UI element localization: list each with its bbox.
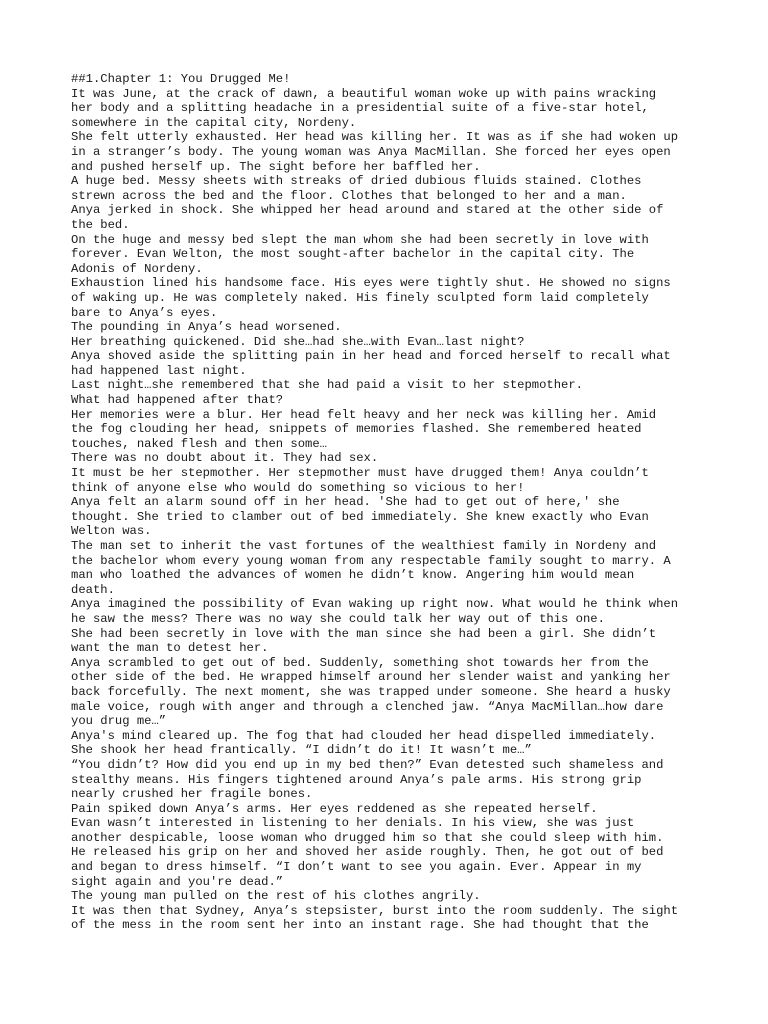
- text-line: It was June, at the crack of dawn, a beautiful woman woke up with pains wracking: [71, 86, 657, 101]
- text-line: man who loathed the advances of women he didn’t know. Angering him would mean: [71, 568, 635, 583]
- text-line: Her breathing quickened. Did she…had she…with Evan…last night?: [71, 334, 525, 349]
- text-line: Exhaustion lined his handsome face. His eyes were tightly shut. He showed no signs: [71, 276, 671, 291]
- document-page: [71, 72, 711, 933]
- text-line: and pushed herself up. The sight before her baffled her.: [71, 159, 481, 174]
- text-line: somewhere in the capital city, Nordeny.: [71, 115, 357, 130]
- text-line: A huge bed. Messy sheets with streaks of dried dubious fluids stained. Clothes: [71, 174, 642, 189]
- text-line: he saw the mess? There was no way she could talk her way out of this one.: [71, 611, 605, 626]
- chapter-heading: ##1.Chapter 1: You Drugged Me!: [71, 72, 291, 86]
- text-line: On the huge and messy bed slept the man whom she had been secretly in love with: [71, 232, 649, 247]
- text-line: the fog clouding her head, snippets of memories flashed. She remembered heated: [71, 422, 642, 437]
- text-line: want the man to detest her.: [71, 641, 269, 656]
- text-line: The pounding in Anya’s head worsened.: [71, 320, 342, 335]
- text-line: stealthy means. His fingers tightened around Anya’s pale arms. His strong grip: [71, 772, 642, 787]
- text-line: of the mess in the room sent her into an instant rage. She had thought that the: [71, 918, 649, 933]
- text-line: strewn across the bed and the floor. Clothes that belonged to her and a man.: [71, 188, 627, 203]
- text-line: sight again and you're dead.”: [71, 874, 284, 889]
- text-line: The young man pulled on the rest of his clothes angrily.: [71, 889, 481, 904]
- text-line: She shook her head frantically. “I didn’t do it! It wasn’t me…”: [71, 743, 532, 758]
- text-line: Her memories were a blur. Her head felt heavy and her neck was killing her. Amid: [71, 407, 657, 422]
- text-line: Anya jerked in shock. She whipped her head around and stared at the other side of: [71, 203, 664, 218]
- text-line: bare to Anya’s eyes.: [71, 305, 218, 320]
- text-line: She felt utterly exhausted. Her head was killing her. It was as if she had woken up: [71, 130, 679, 145]
- text-line: The man set to inherit the vast fortunes of the wealthiest family in Nordeny and: [71, 539, 657, 553]
- text-line: forever. Evan Welton, the most sought-after bachelor in the capital city. The: [71, 247, 635, 262]
- text-line: had happened last night.: [71, 363, 247, 378]
- text-line: Anya's mind cleared up. The fog that had clouded her head dispelled immediately.: [71, 728, 657, 743]
- text-line: another despicable, loose woman who drugged him so that she could sleep with him.: [71, 830, 664, 845]
- text-line: She had been secretly in love with the man since she had been a girl. She didn’t: [71, 626, 657, 641]
- text-line: her body and a splitting headache in a presidential suite of a five-star hotel,: [71, 101, 649, 116]
- text-line: It must be her stepmother. Her stepmother must have drugged them! Anya couldn’t: [71, 466, 649, 481]
- text-line: back forcefully. The next moment, she was trapped under someone. She heard a husky: [71, 684, 671, 699]
- text-line: death.: [71, 582, 115, 597]
- text-line: think of anyone else who would do something so vicious to her!: [71, 480, 525, 495]
- text-line: and began to dress himself. “I don’t want to see you again. Ever. Appear in my: [71, 860, 642, 875]
- text-line: male voice, rough with anger and through a clenched jaw. “Anya MacMillan…how dare: [71, 699, 664, 714]
- text-line: you drug me…”: [71, 714, 167, 729]
- text-line: the bachelor whom every young woman from any respectable family sought to marry. A: [71, 553, 671, 568]
- text-line: Pain spiked down Anya’s arms. Her eyes reddened as she repeated herself.: [71, 801, 598, 816]
- text-line: There was no doubt about it. They had sex.: [71, 451, 379, 466]
- text-line: Anya imagined the possibility of Evan waking up right now. What would he think when: [71, 597, 679, 612]
- text-line: He released his grip on her and shoved her aside roughly. Then, he got out of bed: [71, 845, 664, 860]
- text-line: nearly crushed her fragile bones.: [71, 787, 313, 802]
- text-line: in a stranger’s body. The young woman was Anya MacMillan. She forced her eyes open: [71, 144, 671, 159]
- text-line: “You didn’t? How did you end up in my bed then?” Evan detested such shameless and: [71, 757, 664, 772]
- text-line: the bed.: [71, 217, 130, 232]
- text-line: touches, naked flesh and then some…: [71, 436, 327, 451]
- text-line: Anya felt an alarm sound off in her head. 'She had to get out of here,' she: [71, 495, 620, 510]
- text-line: Anya shoved aside the splitting pain in her head and forced herself to recall what: [71, 349, 671, 364]
- text-line: What had happened after that?: [71, 393, 284, 408]
- text-line: Anya scrambled to get out of bed. Suddenly, something shot towards her from the: [71, 655, 649, 670]
- text-line: other side of the bed. He wrapped himself around her slender waist and yanking her: [71, 670, 671, 685]
- text-line: of waking up. He was completely naked. His finely sculpted form laid completely: [71, 290, 649, 305]
- text-line: Evan wasn’t interested in listening to her denials. In his view, she was just: [71, 816, 635, 831]
- text-line: It was then that Sydney, Anya’s stepsister, burst into the room suddenly. The sight: [71, 903, 679, 918]
- text-line: thought. She tried to clamber out of bed immediately. She knew exactly who Evan: [71, 509, 649, 524]
- text-line: Adonis of Nordeny.: [71, 261, 203, 276]
- text-line: Last night…she remembered that she had paid a visit to her stepmother.: [71, 378, 583, 393]
- text-line: Welton was.: [71, 524, 152, 539]
